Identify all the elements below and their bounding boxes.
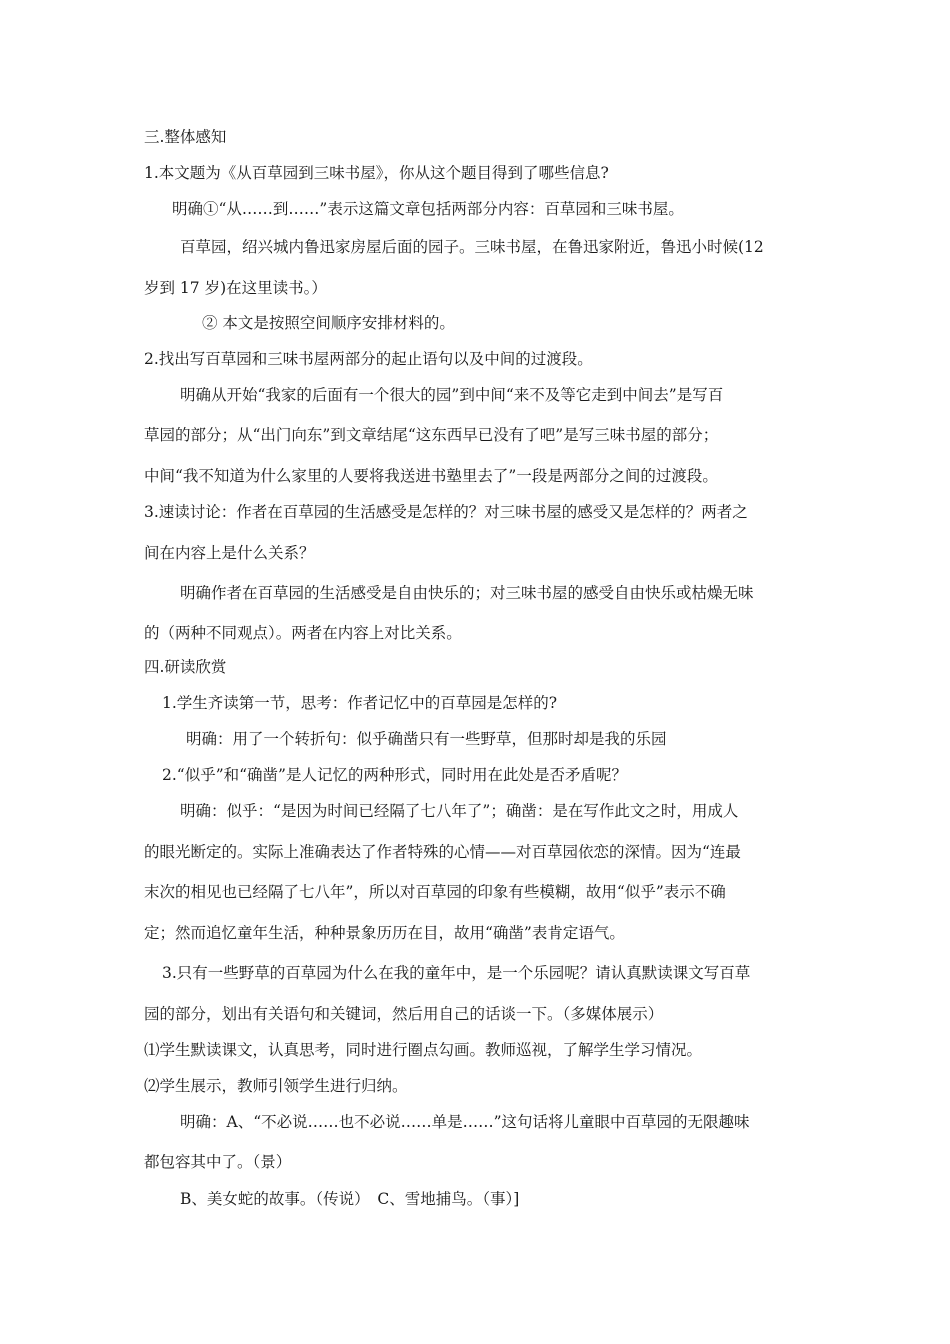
study-question-2: 2.“似乎”和“确凿”是人记忆的两种形式，同时用在此处是否矛盾呢？ — [162, 766, 627, 784]
section-heading-3: 三.整体感知 — [144, 128, 227, 146]
study-answer-2-line-3: 末次的相见也已经隔了七八年”，所以对百草园的印象有些模糊，故用“似乎”表示不确 — [144, 883, 726, 901]
answer-3-line-2: 的（两种不同观点）。两者在内容上对比关系。 — [144, 624, 462, 642]
answer-2-line-3: 中间“我不知道为什么家里的人要将我送进书塾里去了”一段是两部分之间的过渡段。 — [144, 467, 718, 485]
study-answer-2-line-2: 的眼光断定的。实际上准确表达了作者特殊的心情——对百草园依恋的深情。因为“连最 — [144, 843, 741, 861]
study-question-3-line-1: 3.只有一些野草的百草园为什么在我的童年中，是一个乐园呢？请认真默读课文写百草 — [162, 964, 751, 982]
study-answer-2-line-4: 定；然而追忆童年生活，种种景象历历在目，故用“确凿”表肯定语气。 — [144, 924, 625, 942]
study-answer-1: 明确：用了一个转折句：似乎确凿只有一些野草，但那时却是我的乐园 — [186, 730, 667, 748]
answer-1-line-3: 岁到 17 岁)在这里读书。） — [144, 279, 327, 297]
answer-2-line-2: 草园的部分；从“出门向东”到文章结尾“这东西早已没有了吧”是写三味书屋的部分； — [144, 426, 719, 444]
question-3-line-1: 3.速读讨论：作者在百草园的生活感受是怎样的？对三味书屋的感受又是怎样的？两者之 — [144, 503, 748, 521]
step-1: ⑴学生默读课文，认真思考，同时进行圈点勾画。教师巡视，了解学生学习情况。 — [144, 1041, 703, 1059]
answer-1-line-2: 百草园，绍兴城内鲁迅家房屋后面的园子。三味书屋，在鲁迅家附近，鲁迅小时候(12 — [180, 238, 764, 256]
answer-1-line-4: ② 本文是按照空间顺序安排材料的。 — [202, 314, 455, 332]
answer-3-line-1: 明确作者在百草园的生活感受是自由快乐的；对三味书屋的感受自由快乐或枯燥无味 — [180, 584, 754, 602]
question-2: 2.找出写百草园和三味书屋两部分的起止语句以及中间的过渡段。 — [144, 350, 593, 368]
study-answer-2-line-1: 明确：似乎：“是因为时间已经隔了七八年了”；确凿：是在写作此文之时，用成人 — [180, 802, 739, 820]
study-answer-3-line-3: B、美女蛇的故事。（传说） C、雪地捕鸟。（事）] — [180, 1190, 520, 1208]
study-question-1: 1.学生齐读第一节，思考：作者记忆中的百草园是怎样的? — [162, 694, 558, 712]
step-2: ⑵学生展示，教师引领学生进行归纳。 — [144, 1077, 408, 1095]
study-answer-3-line-1: 明确：A、“不必说……也不必说……单是……”这句话将儿童眼中百草园的无限趣味 — [180, 1113, 750, 1131]
question-3-line-2: 间在内容上是什么关系？ — [144, 544, 315, 562]
question-1: 1.本文题为《从百草园到三味书屋》，你从这个题目得到了哪些信息? — [144, 164, 609, 182]
answer-2-line-1: 明确从开始“我家的后面有一个很大的园”到中间“来不及等它走到中间去”是写百 — [180, 386, 724, 404]
section-heading-4: 四.研读欣赏 — [144, 658, 227, 676]
study-question-3-line-2: 园的部分，划出有关语句和关键词，然后用自己的话谈一下。（多媒体展示） — [144, 1005, 664, 1023]
study-answer-3-line-2: 都包容其中了。（景） — [144, 1153, 292, 1171]
answer-1-line-1: 明确①“从……到……”表示这篇文章包括两部分内容：百草园和三味书屋。 — [172, 200, 684, 218]
